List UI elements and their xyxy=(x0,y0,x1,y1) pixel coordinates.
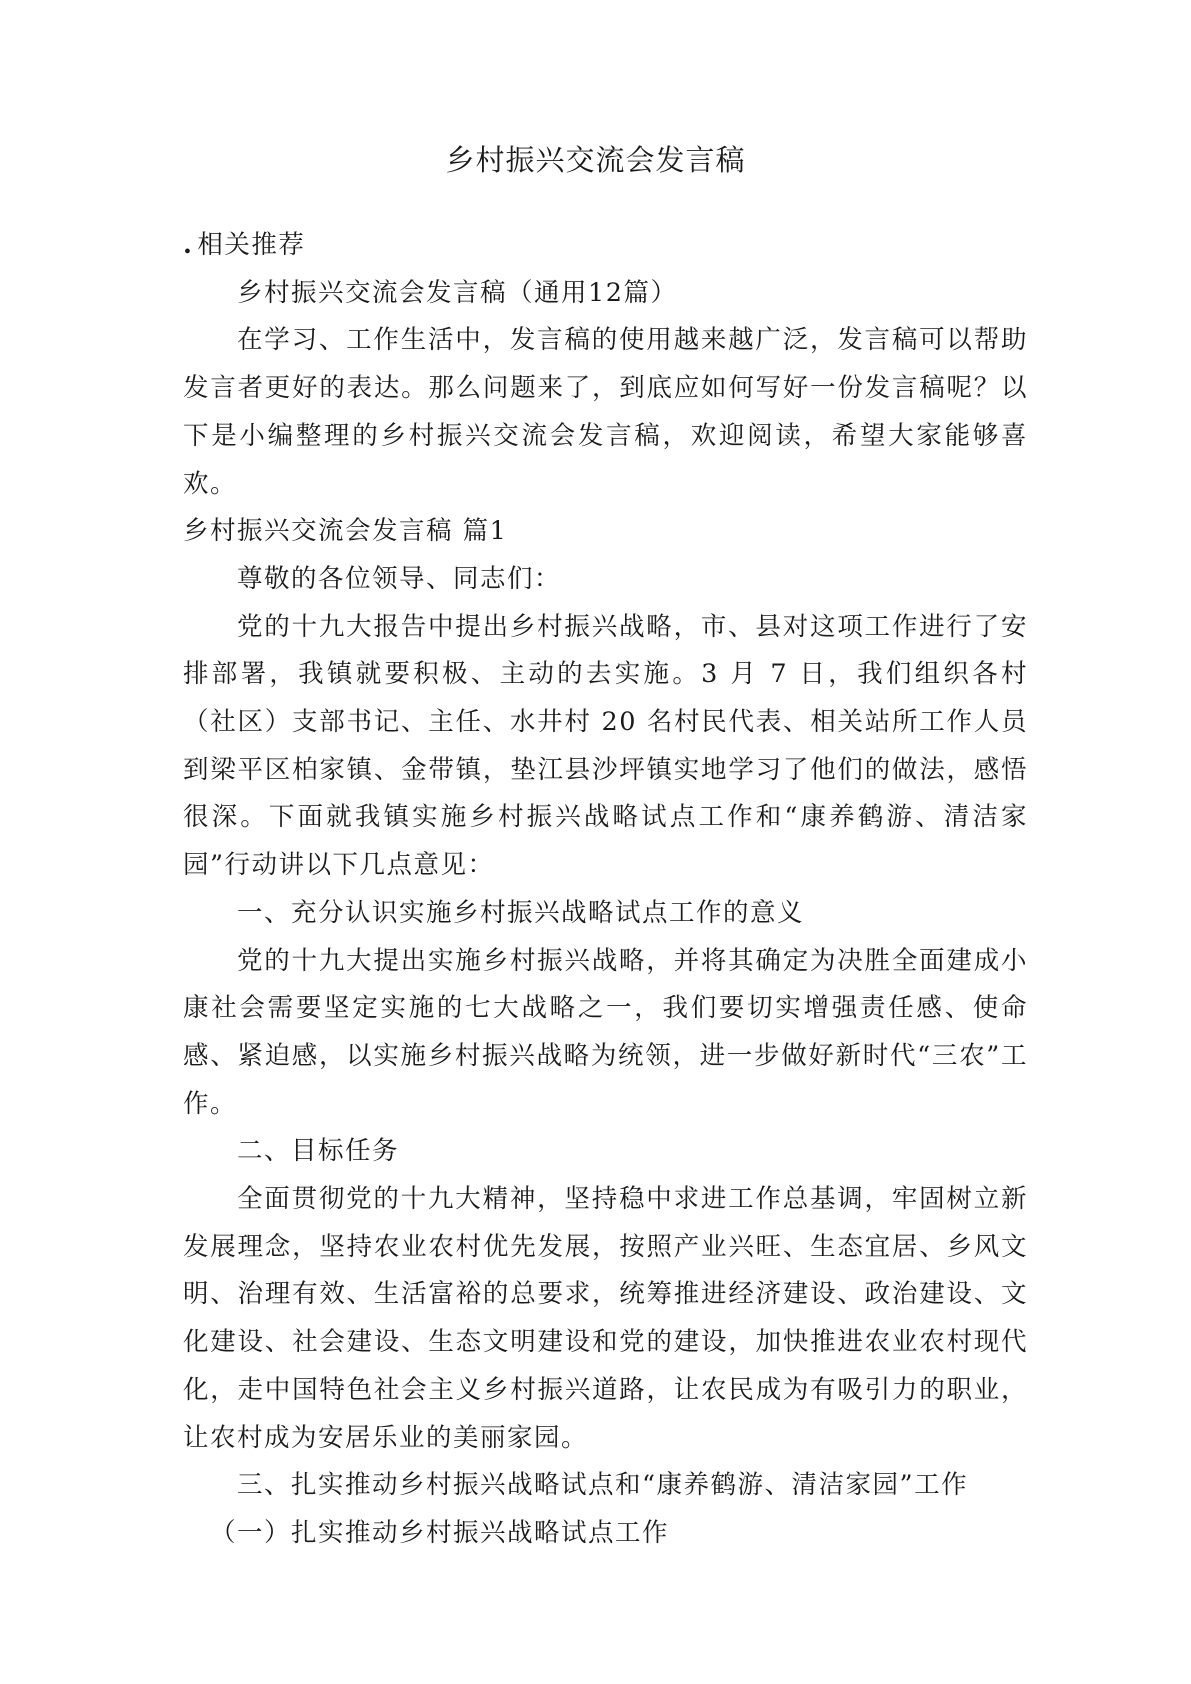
document-subtitle: 乡村振兴交流会发言稿（通用12篇） xyxy=(237,277,678,308)
paragraph-1: 党的十九大报告中提出乡村振兴战略，市、县对这项工作进行了安排部署，我镇就要积极、主动的去实施。3 月 7 日，我们组织各村（社区）支部书记、主任、水井村 20 名村民代表、相关站所工作人员到梁平区柏家镇、金带镇，垫江县沙坪镇实地学习了他们的做法，感悟很深。下面就我镇实施乡村振兴战略试点工作和“康养鹤游、清洁家园”行动讲以下几点意见： xyxy=(183,611,1028,881)
related-recommendation xyxy=(183,222,1028,270)
section-3-heading: 三、扎实推动乡村振兴战略试点和“康养鹤游、清洁家园”工作 xyxy=(237,1470,969,1501)
subsection-1-heading: （一）扎实推动乡村振兴战略试点工作 xyxy=(210,1517,670,1548)
salutation: 尊敬的各位领导、同志们： xyxy=(237,563,562,594)
section-2-heading: 二、目标任务 xyxy=(237,1136,400,1167)
article-heading: 乡村振兴交流会发言稿 篇1 xyxy=(183,516,508,547)
section-2-body: 全面贯彻党的十九大精神，坚持稳中求进工作总基调，牢固树立新发展理念，坚持农业农村优先发展，按照产业兴旺、生态宜居、乡风文明、治理有效、生活富裕的总要求，统筹推进经济建设、政治建设、文化建设、社会建设、生态文明建设和党的建设，加快推进农业农村现代化，走中国特色社会主义乡村振兴道路，让农民成为有吸引力的职业，让农村成为安居乐业的美丽家园。 xyxy=(183,1184,1028,1453)
document-title: 乡村振兴交流会发言稿 xyxy=(445,143,746,177)
document-body xyxy=(183,222,1028,1558)
section-1-heading: 一、充分认识实施乡村振兴战略试点工作的意义 xyxy=(237,897,805,928)
related-label[interactable]: 相关推荐 xyxy=(197,230,306,260)
intro-paragraph: 在学习、工作生活中，发言稿的使用越来越广泛，发言稿可以帮助发言者更好的表达。那么问题来了，到底应如何写好一份发言稿呢？以下是小编整理的乡村振兴交流会发言稿，欢迎阅读，希望大家能够喜欢。 xyxy=(183,325,1028,499)
section-1-body: 党的十九大提出实施乡村振兴战略，并将其确定为决胜全面建成小康社会需要坚定实施的七大战略之一，我们要切实增强责任感、使命感、紧迫感，以实施乡村振兴战略为统领，进一步做好新时代“三农”工作。 xyxy=(183,945,1028,1119)
bullet-dot: . xyxy=(183,230,194,260)
